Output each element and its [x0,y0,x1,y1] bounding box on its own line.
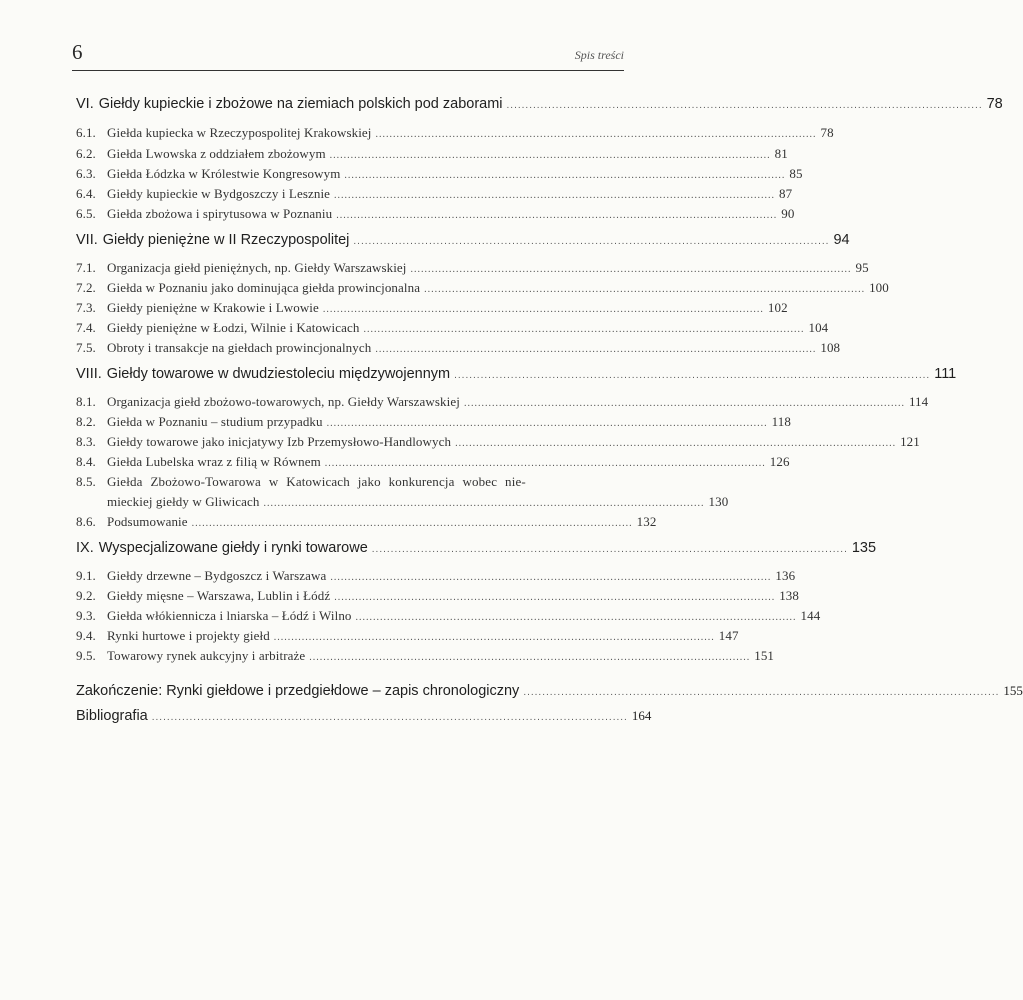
toc-section[interactable] [76,608,821,624]
dot-leader: .............................................................................................................................. [410,264,852,275]
chapter-number: IX. [76,540,94,556]
section-title: Giełda Lwowska z oddziałem zbożowym [107,146,326,161]
section-page: 130 [708,494,729,509]
section-page: 87 [779,186,793,201]
bibliography-title: Bibliografia [76,708,148,724]
toc-section-first-line[interactable] [76,474,624,490]
section-page: 147 [718,628,739,643]
toc-section[interactable] [76,280,889,296]
dot-leader: .............................................................................................................................. [334,190,776,201]
dot-leader: .............................................................................................................................. [454,370,931,381]
chapter-number: VI. [76,96,94,112]
section-title: Giełda kupiecka w Rzeczypospolitej Krakowskiej [107,125,372,140]
dot-leader: .............................................................................................................................. [324,458,766,469]
section-title: Giełdy pieniężne w Krakowie i Lwowie [107,300,319,315]
toc-section[interactable] [76,394,929,410]
section-page: 104 [808,320,829,335]
section-page: 85 [789,166,803,181]
running-title: Spis treści [574,48,624,62]
dot-leader: .............................................................................................................................. [330,572,772,583]
chapter-title: Giełdy pieniężne w II Rzeczypospolitej [102,232,350,248]
toc-section[interactable] [76,454,790,470]
toc-section[interactable] [76,568,796,584]
section-page: 132 [636,514,657,529]
section-page: 114 [908,394,929,409]
section-title: Giełdy pieniężne w Łodzi, Wilnie i Katowicach [107,320,360,335]
section-title: Giełda Łódzka w Królestwie Kongresowym [107,166,341,181]
toc-chapter[interactable] [76,366,957,382]
dot-leader: .............................................................................................................................. [344,170,786,181]
section-title-line2: mieckiej giełdy w Gliwicach [107,494,260,509]
conclusion-title: Zakończenie: Rynki giełdowe i przedgiełdowe – zapis chronologiczny [76,683,520,699]
dot-leader: .............................................................................................................................. [523,687,1000,698]
section-number: 6.3. [76,166,96,181]
section-title: Organizacja giełd zbożowo-towarowych, np. Giełdy Warszawskiej [107,394,460,409]
section-title: Giełda w Poznaniu – studium przypadku [107,414,323,429]
section-title: Giełda w Poznaniu jako dominująca giełda prowincjonalna [107,280,421,295]
section-number: 7.5. [76,340,96,355]
section-page: 100 [869,280,889,295]
toc-section[interactable] [76,125,834,141]
section-title: Obroty i transakcje na giełdach prowincjonalnych [107,340,372,355]
section-title: Giełdy drzewne – Bydgoszcz i Warszawa [107,568,327,583]
dot-leader: .............................................................................................................................. [273,632,715,643]
section-title: Giełdy mięsne – Warszawa, Lublin i Łódź [107,588,331,603]
toc-section[interactable] [76,300,788,316]
toc-section[interactable] [76,320,829,336]
section-title: Giełdy kupieckie w Bydgoszczy i Lesznie [107,186,331,201]
toc-section[interactable] [76,166,803,182]
toc-bibliography[interactable] [76,708,652,724]
toc-section[interactable] [76,206,795,222]
running-head [72,40,624,65]
section-page: 118 [771,414,791,429]
toc-chapter[interactable] [76,540,877,556]
section-title-line1: Giełda Zbożowo-Towarowa w Katowicach jako konkurencja wobec nie- [107,474,526,489]
dot-leader: .............................................................................................................................. [322,304,764,315]
dot-leader: .............................................................................................................................. [506,100,983,111]
toc-section[interactable] [76,648,775,664]
section-number: 8.1. [76,394,96,409]
section-number: 6.2. [76,146,96,161]
toc-section[interactable] [76,186,793,202]
section-number: 8.2. [76,414,96,429]
toc-section-continuation[interactable] [107,494,729,510]
section-number: 7.2. [76,280,96,295]
section-page: 151 [754,648,775,663]
section-number: 8.6. [76,514,96,529]
dot-leader: .............................................................................................................................. [455,438,897,449]
section-title: Giełda Lubelska wraz z filią w Równem [107,454,321,469]
section-number: 6.4. [76,186,96,201]
header-rule [72,70,624,71]
chapter-page: 94 [833,232,850,248]
chapter-title: Wyspecjalizowane giełdy i rynki towarowe [98,540,368,556]
dot-leader: .............................................................................................................................. [371,544,848,555]
dot-leader: .............................................................................................................................. [334,592,776,603]
section-page: 136 [775,568,796,583]
toc-chapter[interactable] [76,96,1003,112]
section-page: 78 [820,125,834,140]
toc-section[interactable] [76,146,788,162]
section-number: 6.1. [76,125,96,140]
section-number: 9.5. [76,648,96,663]
toc-section[interactable] [76,340,841,356]
dot-leader: .............................................................................................................................. [326,418,768,429]
section-title: Podsumowanie [107,514,188,529]
section-title: Rynki hurtowe i projekty giełd [107,628,270,643]
dot-leader: .............................................................................................................................. [329,150,771,161]
section-number: 9.1. [76,568,96,583]
chapter-number: VIII. [76,366,102,382]
section-page: 138 [779,588,800,603]
section-page: 126 [769,454,790,469]
dot-leader: .............................................................................................................................. [363,324,805,335]
dot-leader: .............................................................................................................................. [355,612,797,623]
chapter-page: 78 [986,96,1003,112]
section-page: 81 [774,146,788,161]
toc-section[interactable] [76,260,869,276]
dot-leader: .............................................................................................................................. [353,236,830,247]
chapter-number: VII. [76,232,98,248]
dot-leader: .............................................................................................................................. [336,210,778,221]
section-number: 7.4. [76,320,96,335]
chapter-page: 135 [851,540,877,556]
section-number: 8.5. [76,474,96,489]
toc-section[interactable] [76,434,920,450]
section-page: 95 [855,260,869,275]
dot-leader: .............................................................................................................................. [424,284,866,295]
dot-leader: .............................................................................................................................. [191,518,633,529]
toc-conclusion[interactable] [76,683,1023,699]
dot-leader: .............................................................................................................................. [263,498,705,509]
section-number: 6.5. [76,206,96,221]
section-number: 7.1. [76,260,96,275]
bibliography-page: 164 [631,708,652,723]
section-title: Giełda włókiennicza i lniarska – Łódź i Wilno [107,608,352,623]
dot-leader: .............................................................................................................................. [463,398,905,409]
page-number: 6 [72,40,83,64]
section-number: 8.4. [76,454,96,469]
chapter-title: Giełdy towarowe w dwudziestoleciu międzywojennym [106,366,451,382]
section-page: 90 [781,206,795,221]
section-number: 8.3. [76,434,96,449]
toc-section[interactable] [76,588,800,604]
toc-chapter[interactable] [76,232,850,248]
chapter-title: Giełdy kupieckie i zbożowe na ziemiach polskich pod zaborami [98,96,503,112]
toc-section[interactable] [76,628,739,644]
toc-section[interactable] [76,414,791,430]
section-number: 9.2. [76,588,96,603]
section-page: 144 [800,608,821,623]
section-page: 108 [820,340,841,355]
section-number: 7.3. [76,300,96,315]
section-title: Towarowy rynek aukcyjny i arbitraże [107,648,306,663]
toc-section[interactable] [76,514,657,530]
conclusion-page: 155 [1003,683,1023,698]
section-number: 9.3. [76,608,96,623]
section-number: 9.4. [76,628,96,643]
dot-leader: .............................................................................................................................. [309,652,751,663]
section-page: 102 [767,300,788,315]
section-page: 121 [900,434,920,449]
section-title: Organizacja giełd pieniężnych, np. Giełdy Warszawskiej [107,260,407,275]
dot-leader: .............................................................................................................................. [375,129,817,140]
chapter-page: 111 [934,366,957,382]
section-title: Giełda zbożowa i spirytusowa w Poznaniu [107,206,333,221]
section-title: Giełdy towarowe jako inicjatywy Izb Przemysłowo-Handlowych [107,434,452,449]
dot-leader: .............................................................................................................................. [151,712,628,723]
dot-leader: .............................................................................................................................. [375,344,817,355]
